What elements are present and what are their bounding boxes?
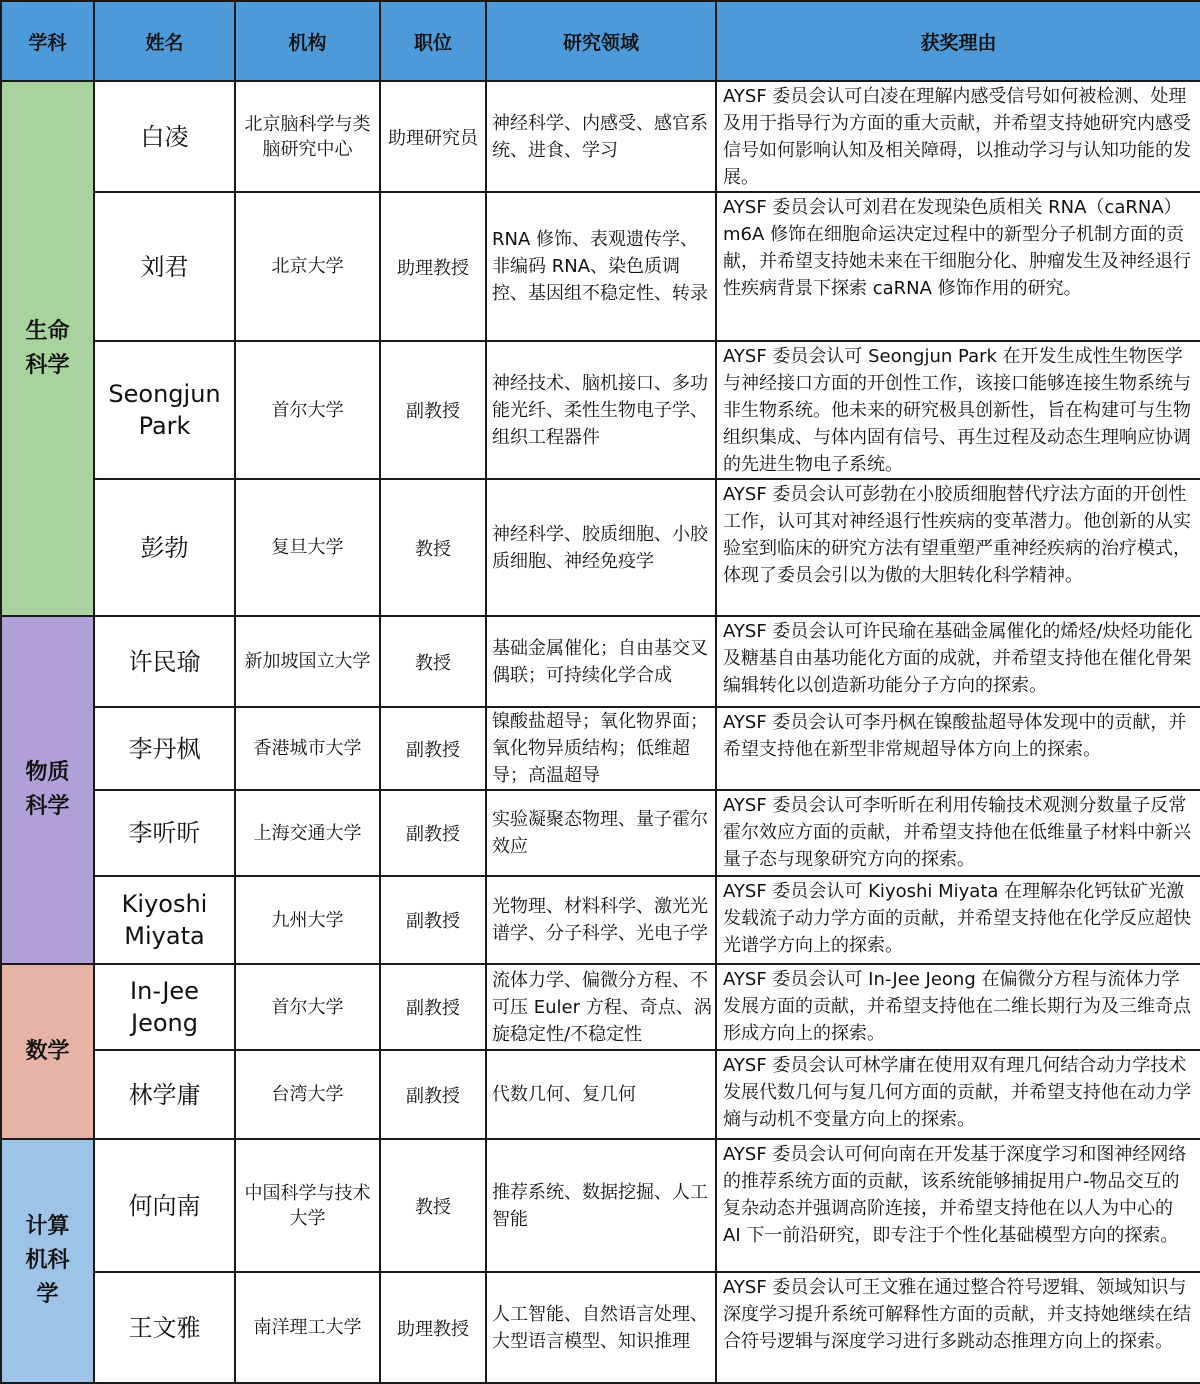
name-cell: 彭勃	[94, 479, 235, 616]
field-cell: 神经科学、胶质细胞、小胶质细胞、神经免疫学	[486, 479, 716, 616]
subject-label: 物质科学	[25, 760, 70, 819]
institution-cell: 南洋理工大学	[235, 1272, 380, 1383]
field-cell: 推荐系统、数据挖掘、人工智能	[486, 1139, 716, 1272]
table-row	[1, 876, 1200, 964]
name-cell: Seongjun Park	[94, 341, 235, 479]
reason-cell: AYSF 委员会认可白凌在理解内感受信号如何被检测、处理及用于指导行为方面的重大贡献，并希望支持她研究内感受信号如何影响认知及相关障碍，以推动学习与认知功能的发展。	[716, 81, 1200, 192]
field-cell: 基础金属催化；自由基交叉偶联；可持续化学合成	[486, 616, 716, 707]
name-cell: 白凌	[94, 81, 235, 192]
position-cell: 副教授	[380, 964, 486, 1050]
reason-cell: AYSF 委员会认可 In-Jee Jeong 在偏微分方程与流体力学发展方面的贡献，并希望支持他在二维长期行为及三维奇点形成方向上的探索。	[716, 964, 1200, 1050]
position-cell: 助理教授	[380, 192, 486, 341]
institution-cell: 上海交通大学	[235, 790, 380, 876]
field-cell: 光物理、材料科学、激光光谱学、分子科学、光电子学	[486, 876, 716, 964]
field-cell: 神经科学、内感受、感官系统、进食、学习	[486, 81, 716, 192]
position-cell: 副教授	[380, 707, 486, 790]
table-row	[1, 1272, 1200, 1383]
reason-cell: AYSF 委员会认可王文雅在通过整合符号逻辑、领域知识与深度学习提升系统可解释性方面的贡献，并支持她继续在结合符号逻辑与深度学习进行多跳动态推理方向上的探索。	[716, 1272, 1200, 1383]
header-field: 研究领域	[486, 1, 716, 81]
name-cell: 刘君	[94, 192, 235, 341]
position-cell: 教授	[380, 616, 486, 707]
position-cell: 副教授	[380, 1050, 486, 1139]
reason-cell: AYSF 委员会认可林学庸在使用双有理几何结合动力学技术发展代数几何与复几何方面的贡献，并希望支持他在动力学熵与动机不变量方向上的探索。	[716, 1050, 1200, 1139]
reason-cell: AYSF 委员会认可 Kiyoshi Miyata 在理解杂化钙钛矿光激发载流子动力学方面的贡献，并希望支持他在化学反应超快光谱学方向上的探索。	[716, 876, 1200, 964]
institution-cell: 首尔大学	[235, 964, 380, 1050]
subject-label: 计算机科学	[25, 1214, 70, 1307]
institution-cell: 新加坡国立大学	[235, 616, 380, 707]
field-cell: 镍酸盐超导；氧化物界面；氧化物异质结构；低维超导；高温超导	[486, 707, 716, 790]
name-cell: Kiyoshi Miyata	[94, 876, 235, 964]
name-cell: In-Jee Jeong	[94, 964, 235, 1050]
institution-cell: 复旦大学	[235, 479, 380, 616]
table-row	[1, 707, 1200, 790]
field-cell: 流体力学、偏微分方程、不可压 Euler 方程、奇点、涡旋稳定性/不稳定性	[486, 964, 716, 1050]
field-cell: 代数几何、复几何	[486, 1050, 716, 1139]
name-cell: 林学庸	[94, 1050, 235, 1139]
institution-cell: 中国科学与技术大学	[235, 1139, 380, 1272]
reason-cell: AYSF 委员会认可李丹枫在镍酸盐超导体发现中的贡献，并希望支持他在新型非常规超导体方向上的探索。	[716, 707, 1200, 790]
table-row	[1, 790, 1200, 876]
subject-label: 生命科学	[25, 318, 70, 378]
position-cell: 副教授	[380, 790, 486, 876]
subject-cell-life	[1, 81, 94, 616]
position-cell: 副教授	[380, 341, 486, 479]
header-row	[1, 1, 1200, 81]
position-cell: 副教授	[380, 876, 486, 964]
table-row	[1, 616, 1200, 707]
institution-cell: 香港城市大学	[235, 707, 380, 790]
subject-cell-matter	[1, 616, 94, 964]
reason-cell: AYSF 委员会认可彭勃在小胶质细胞替代疗法方面的开创性工作，认可其对神经退行性疾病的变革潜力。他创新的从实验室到临床的研究方法有望重塑严重神经疾病的治疗模式，体现了委员会引以为傲的大胆转化科学精神。	[716, 479, 1200, 616]
header-reason: 获奖理由	[716, 1, 1200, 81]
header-name: 姓名	[94, 1, 235, 81]
name-cell: 李丹枫	[94, 707, 235, 790]
table-row	[1, 964, 1200, 1050]
subject-cell-cs	[1, 1139, 94, 1383]
table-row	[1, 1139, 1200, 1272]
field-cell: 神经技术、脑机接口、多功能光纤、柔性生物电子学、组织工程器件	[486, 341, 716, 479]
table-row	[1, 192, 1200, 341]
subject-cell-math	[1, 964, 94, 1139]
position-cell: 助理教授	[380, 1272, 486, 1383]
institution-cell: 台湾大学	[235, 1050, 380, 1139]
field-cell: 实验凝聚态物理、量子霍尔效应	[486, 790, 716, 876]
field-cell: RNA 修饰、表观遗传学、非编码 RNA、染色质调控、基因组不稳定性、转录	[486, 192, 716, 341]
table-row	[1, 479, 1200, 616]
institution-cell: 北京大学	[235, 192, 380, 341]
institution-cell: 九州大学	[235, 876, 380, 964]
table-row	[1, 341, 1200, 479]
name-cell: 李听昕	[94, 790, 235, 876]
reason-cell: AYSF 委员会认可李听昕在利用传输技术观测分数量子反常霍尔效应方面的贡献，并希望支持他在低维量子材料中新兴量子态与现象研究方向的探索。	[716, 790, 1200, 876]
position-cell: 教授	[380, 479, 486, 616]
position-cell: 教授	[380, 1139, 486, 1272]
reason-cell: AYSF 委员会认可许民瑜在基础金属催化的烯烃/炔烃功能化及糖基自由基功能化方面的成就，并希望支持他在催化骨架编辑转化以创造新功能分子方向的探索。	[716, 616, 1200, 707]
table-row	[1, 1050, 1200, 1139]
table-row	[1, 81, 1200, 192]
name-cell: 许民瑜	[94, 616, 235, 707]
institution-cell: 首尔大学	[235, 341, 380, 479]
name-cell: 何向南	[94, 1139, 235, 1272]
reason-cell: AYSF 委员会认可何向南在开发基于深度学习和图神经网络的推荐系统方面的贡献，该系统能够捕捉用户-物品交互的复杂动态并强调高阶连接，并希望支持他在以人为中心的 AI 下一前沿研究，即专注于个性化基础模型方向的探索。	[716, 1139, 1200, 1272]
field-cell: 人工智能、自然语言处理、大型语言模型、知识推理	[486, 1272, 716, 1383]
header-position: 职位	[380, 1, 486, 81]
reason-cell: AYSF 委员会认可 Seongjun Park 在开发生成性生物医学与神经接口方面的开创性工作，该接口能够连接生物系统与非生物系统。他未来的研究极具创新性，旨在构建可与生物组织集成、与体内固有信号、再生过程及动态生理响应协调的先进生物电子系统。	[716, 341, 1200, 479]
header-subject: 学科	[1, 1, 94, 81]
institution-cell: 北京脑科学与类脑研究中心	[235, 81, 380, 192]
position-cell: 助理研究员	[380, 81, 486, 192]
name-cell: 王文雅	[94, 1272, 235, 1383]
reason-cell: AYSF 委员会认可刘君在发现染色质相关 RNA（caRNA）m6A 修饰在细胞命运决定过程中的新型分子机制方面的贡献，并希望支持她未来在干细胞分化、肿瘤发生及神经退行性疾病背景下探索 caRNA 修饰作用的研究。	[716, 192, 1200, 341]
header-institution: 机构	[235, 1, 380, 81]
subject-label: 数学	[25, 1038, 70, 1064]
